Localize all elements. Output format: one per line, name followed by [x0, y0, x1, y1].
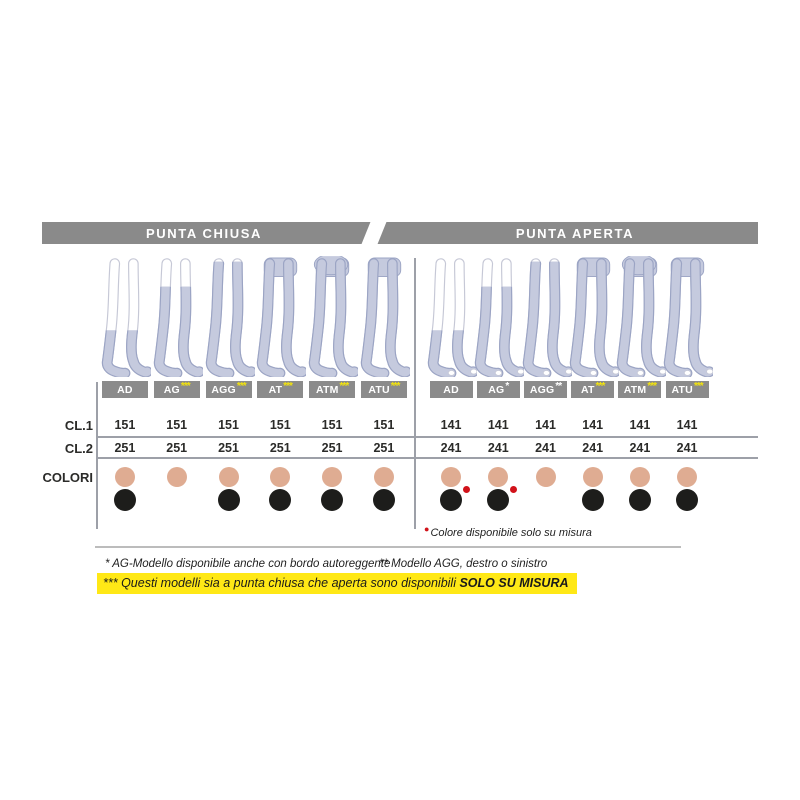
model-label: ATU [671, 383, 693, 396]
cl1-value: 141 [535, 418, 556, 432]
red-dot-legend [424, 524, 592, 539]
color-dot-beige [270, 467, 290, 487]
leg-figure-punta-chiusa-ad [99, 256, 151, 377]
color-dot-beige [630, 467, 650, 487]
model-label: AT [581, 383, 595, 396]
model-header-punta-aperta-ag [477, 381, 520, 398]
table-left-border-line [96, 382, 98, 529]
model-asterisks: * [505, 381, 509, 392]
leg-figure-punta-chiusa-ag [151, 256, 203, 377]
model-header-punta-chiusa-atu [361, 381, 407, 398]
cl1-value: 151 [166, 418, 188, 432]
model-asterisks: *** [647, 381, 657, 392]
color-dot-black [676, 489, 698, 511]
color-dot-beige [583, 467, 603, 487]
model-header-punta-chiusa-ad [102, 381, 148, 398]
cl2-value: 251 [114, 441, 136, 455]
color-dot-black [582, 489, 604, 511]
row-divider-line [97, 457, 758, 459]
cl1-value: 141 [440, 418, 462, 432]
model-asterisks: *** [693, 381, 703, 392]
model-asterisks: *** [390, 381, 400, 392]
model-header-punta-aperta-atm [618, 381, 661, 398]
model-header-punta-chiusa-agg [206, 381, 252, 398]
color-dot-beige [441, 467, 461, 487]
row-divider-line [97, 436, 758, 438]
cl2-value: 251 [166, 441, 188, 455]
color-dot-black [440, 489, 462, 511]
section-title-punta-chiusa: PUNTA CHIUSA [146, 225, 262, 241]
model-label: AD [117, 383, 133, 396]
footnote-agg: ** Modello AGG, destro o sinistro [379, 558, 548, 570]
color-dot-black [114, 489, 136, 511]
color-dot-black [321, 489, 343, 511]
cl2-value: 241 [629, 441, 651, 455]
model-asterisks: ** [555, 381, 562, 392]
footnote-solo-bold: SOLO SU MISURA [459, 576, 569, 590]
row-label-cl1: CL.1 [64, 418, 93, 433]
cl1-value: 151 [114, 418, 136, 432]
leg-figure-punta-aperta-atm [614, 256, 666, 377]
model-asterisks: *** [236, 381, 246, 392]
leg-figure-punta-chiusa-agg [203, 256, 255, 377]
color-dot-beige [322, 467, 342, 487]
footnote-separator-line [95, 546, 681, 548]
footnote-solo-text: *** Questi modelli sia a punta chiusa che aperta sono disponibili [103, 576, 460, 590]
color-dot-black [218, 489, 240, 511]
cl2-value: 241 [582, 441, 604, 455]
color-dot-black [629, 489, 651, 511]
color-dot-beige [677, 467, 697, 487]
leg-figure-punta-aperta-agg [520, 256, 572, 377]
model-label: AGG [211, 383, 236, 396]
cl1-value: 151 [218, 418, 239, 432]
model-header-punta-chiusa-atm [309, 381, 355, 398]
model-label: AGG [529, 383, 555, 396]
model-asterisks: *** [339, 381, 349, 392]
model-asterisks: *** [180, 381, 190, 392]
model-label: AG [488, 383, 505, 396]
model-header-punta-aperta-atu [666, 381, 709, 398]
color-dot-black [373, 489, 395, 511]
cl2-value: 251 [373, 441, 395, 455]
model-label: ATM [315, 383, 339, 396]
cl1-value: 141 [582, 418, 604, 432]
cl1-value: 151 [321, 418, 343, 432]
leg-figure-punta-aperta-at [567, 256, 619, 377]
model-header-punta-aperta-at [571, 381, 614, 398]
footnote-ag: * AG-Modello disponibile anche con bordo autoreggente [105, 558, 391, 570]
model-header-punta-aperta-ad [430, 381, 473, 398]
cl2-value: 251 [269, 441, 291, 455]
cl2-value: 251 [321, 441, 343, 455]
model-label: ATU [368, 383, 390, 396]
row-label-colori: COLORI [42, 470, 93, 485]
color-dot-black [487, 489, 509, 511]
leg-figure-punta-aperta-ad [425, 256, 477, 377]
footnote-solo-su-misura [97, 573, 577, 594]
color-dot-beige [374, 467, 394, 487]
cl1-value: 151 [269, 418, 291, 432]
row-label-cl2: CL.2 [64, 441, 93, 456]
model-label: AD [443, 383, 459, 396]
model-header-punta-chiusa-at [257, 381, 303, 398]
table-middle-divider-line [414, 258, 416, 529]
red-dot-icon: ● [424, 524, 430, 534]
color-dot-beige [488, 467, 508, 487]
model-label: AG [163, 383, 180, 396]
model-asterisks: *** [595, 381, 605, 392]
cl2-value: 241 [535, 441, 556, 455]
custom-made-red-dot [463, 486, 470, 493]
model-label: AT [268, 383, 283, 396]
model-header-punta-aperta-agg [524, 381, 567, 398]
custom-made-red-dot [510, 486, 517, 493]
model-header-punta-chiusa-ag [154, 381, 200, 398]
color-dot-beige [115, 467, 135, 487]
color-dot-beige [167, 467, 187, 487]
leg-figure-punta-aperta-atu [661, 256, 713, 377]
red-dot-legend-text: Colore disponibile solo su misura [430, 527, 592, 539]
cl2-value: 241 [676, 441, 698, 455]
color-dot-beige [219, 467, 239, 487]
color-dot-beige [536, 467, 556, 487]
color-dot-black [269, 489, 291, 511]
cl2-value: 241 [440, 441, 462, 455]
cl1-value: 141 [487, 418, 509, 432]
model-label: ATM [623, 383, 647, 396]
leg-figure-punta-aperta-ag [472, 256, 524, 377]
cl2-value: 251 [218, 441, 239, 455]
model-asterisks: *** [283, 381, 292, 392]
cl1-value: 141 [676, 418, 698, 432]
section-title-punta-aperta: PUNTA APERTA [515, 225, 635, 241]
cl2-value: 241 [487, 441, 509, 455]
cl1-value: 151 [373, 418, 395, 432]
leg-figure-punta-chiusa-at [254, 256, 306, 377]
leg-figure-punta-chiusa-atm [306, 256, 358, 377]
leg-figure-punta-chiusa-atu [358, 256, 410, 377]
cl1-value: 141 [629, 418, 651, 432]
